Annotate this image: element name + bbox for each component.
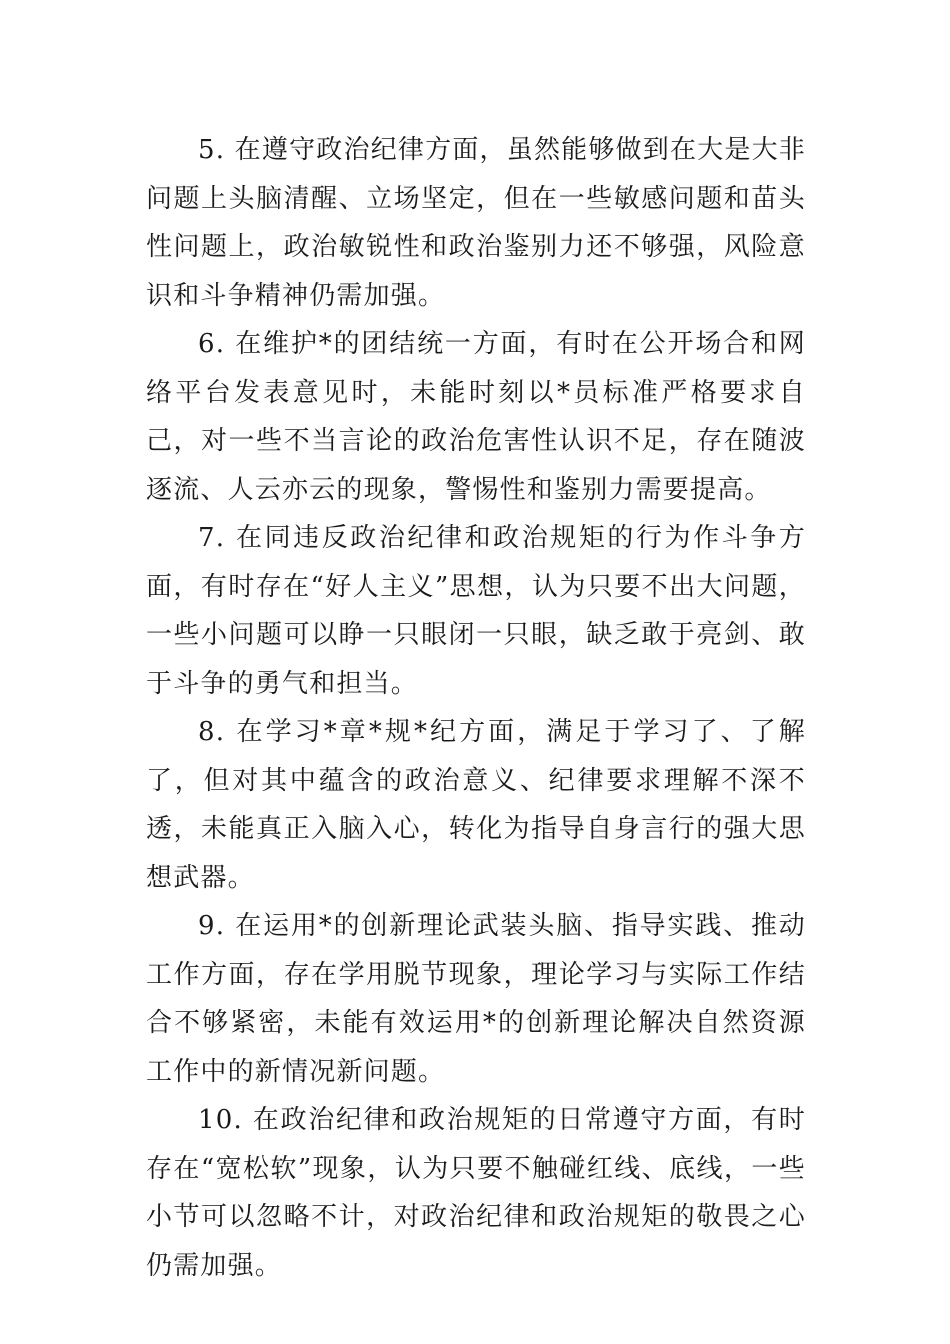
paragraph-item-10: 10. 在政治纪律和政治规矩的日常遵守方面，有时存在“宽松软”现象，认为只要不触碰红线、底线，一些小节可以忽略不计，对政治纪律和政治规矩的敬畏之心仍需加强。: [146, 1105, 806, 1281]
paragraph-item-5: 5. 在遵守政治纪律方面，虽然能够做到在大是大非问题上头脑清醒、立场坚定，但在一些敏感问题和苗头性问题上，政治敏锐性和政治鉴别力还不够强，风险意识和斗争精神仍需加强。: [146, 135, 806, 311]
paragraph-item-8: 8. 在学习*章*规*纪方面，满足于学习了、了解了，但对其中蕴含的政治意义、纪律要求理解不深不透，未能真正入脑入心，转化为指导自身言行的强大思想武器。: [146, 717, 806, 893]
document-body: [146, 126, 806, 1290]
paragraph-item-6: 6. 在维护*的团结统一方面，有时在公开场合和网络平台发表意见时，未能时刻以*员标准严格要求自己，对一些不当言论的政治危害性认识不足，存在随波逐流、人云亦云的现象，警惕性和鉴别力需要提高。: [146, 329, 806, 505]
paragraph-item-7: 7. 在同违反政治纪律和政治规矩的行为作斗争方面，有时存在“好人主义”思想，认为只要不出大问题，一些小问题可以睁一只眼闭一只眼，缺乏敢于亮剑、敢于斗争的勇气和担当。: [146, 523, 806, 699]
paragraph-item-9: 9. 在运用*的创新理论武装头脑、指导实践、推动工作方面，存在学用脱节现象，理论学习与实际工作结合不够紧密，未能有效运用*的创新理论解决自然资源工作中的新情况新问题。: [146, 911, 806, 1087]
